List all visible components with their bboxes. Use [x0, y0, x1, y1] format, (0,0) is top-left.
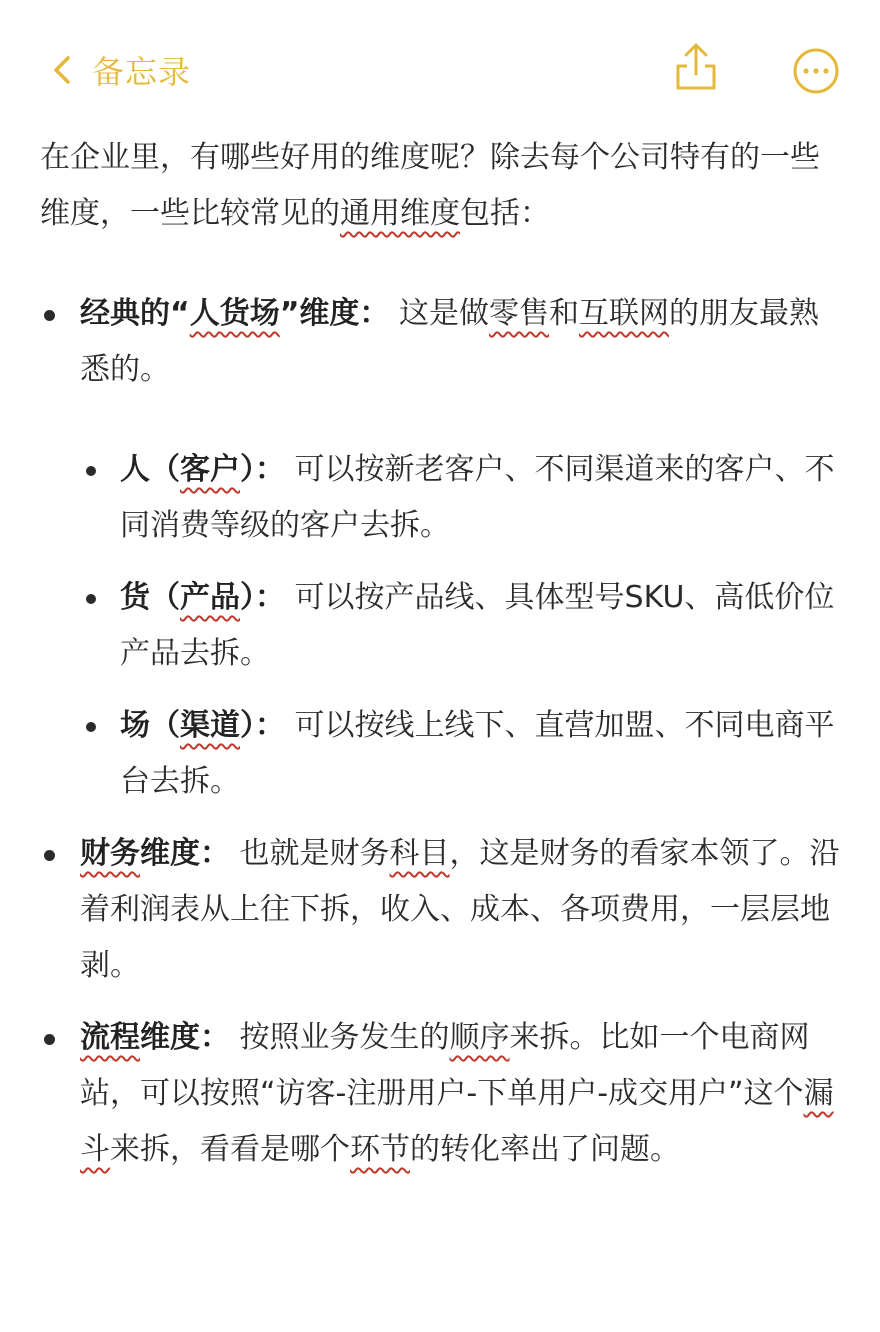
chevron-left-icon [50, 54, 76, 86]
spell-flag: 环节 [350, 1132, 410, 1167]
more-icon[interactable] [792, 47, 840, 95]
sub-list [80, 442, 840, 810]
item-heading: 流程维度： [80, 1020, 230, 1055]
sub-list-item: 场（渠道）： 可以按线上线下、直营加盟、不同电商平台去拆。 [80, 698, 840, 810]
item-heading: 经典的“人货场”维度： [80, 296, 390, 331]
spell-flag: 漏斗 [80, 1076, 834, 1167]
sub-list-item: 货（产品）： 可以按产品线、具体型号SKU、高低价位产品去拆。 [80, 570, 840, 682]
item-heading: 财务维度： [80, 836, 230, 871]
note-body[interactable] [40, 130, 840, 1178]
sub-list-item: 人（客户）： 可以按新老客户、不同渠道来的客户、不同消费等级的客户去拆。 [80, 442, 840, 554]
note-intro: 在企业里，有哪些好用的维度呢？除去每个公司特有的一些维度，一些比较常见的通用维度包括： [40, 140, 820, 231]
nav-bar [0, 0, 880, 130]
spell-flag: 零售 [488, 296, 549, 331]
spell-flag: 科目 [389, 836, 450, 871]
dimension-list [40, 286, 840, 1178]
item-heading: 人（客户）： [120, 452, 285, 487]
spell-flag: 互联网 [578, 296, 669, 331]
list-item: 流程维度： 按照业务发生的顺序来拆。比如一个电商网站，可以按照“访客-注册用户-下单用户-成交用户”这个漏斗来拆，看看是哪个环节的转化率出了问题。 [40, 1010, 840, 1178]
spell-flag: 顺序 [449, 1020, 510, 1055]
back-button[interactable] [50, 46, 191, 94]
item-heading: 货（产品）： [120, 580, 285, 615]
item-heading: 场（渠道）： [120, 708, 285, 743]
list-item: 经典的“人货场”维度： 这是做零售和互联网的朋友最熟悉的。 人（客户）： 可以按新老客户、不同渠道来的客户、不同消费等级的客户去拆。 货（产品）： 可以按产品线、具体型号SKU、高低价位产品去拆。 场（渠道）： 可以按线上线下、直营加盟、不同电商平台去拆。 [40, 286, 840, 810]
spell-flag: 通用维度 [340, 196, 460, 231]
back-label: 备忘录 [92, 53, 192, 91]
share-icon[interactable] [674, 42, 718, 92]
list-item: 财务维度： 也就是财务科目，这是财务的看家本领了。沿着利润表从上往下拆，收入、成本、各项费用，一层层地剥。 [40, 826, 840, 994]
